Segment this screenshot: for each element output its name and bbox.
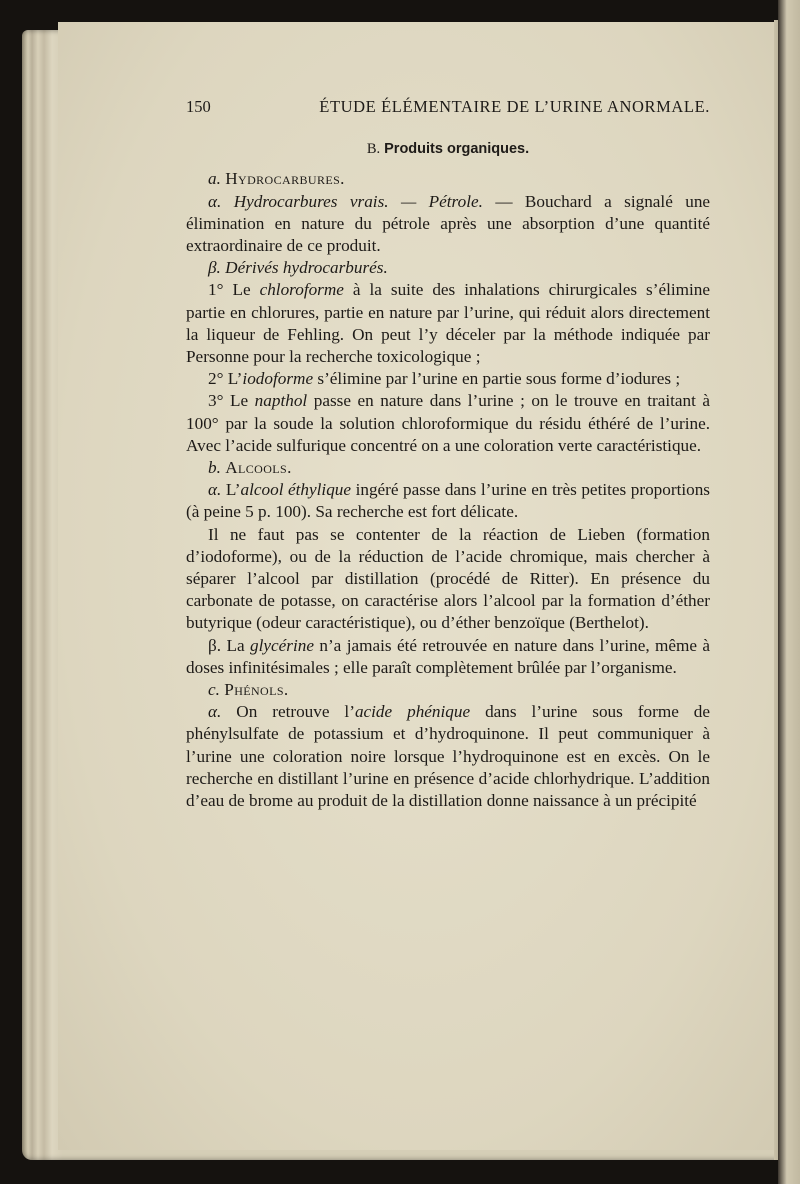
paragraph-chloroforme xyxy=(186,279,710,368)
text: Le xyxy=(232,280,251,300)
page-number: 150 xyxy=(186,97,211,116)
paragraph-hydrocarbures-vrais xyxy=(186,191,710,258)
term: glycérine xyxy=(250,635,314,655)
heading-text: Hydrocarbures. xyxy=(225,169,345,189)
page-text xyxy=(186,96,710,812)
term: iodoforme xyxy=(242,369,314,389)
term: napthol xyxy=(254,391,308,411)
marker: α. xyxy=(208,191,222,211)
marker: α. xyxy=(208,702,222,722)
paragraph-text: — Bouchard a signalé une élimination en nature du pétrole après une absorption d’une quantité extraordinaire de ce produit. xyxy=(186,191,711,256)
heading-text: Phénols. xyxy=(224,680,289,700)
term: Hydrocarbures vrais. xyxy=(233,191,389,211)
text: L’ xyxy=(227,369,243,389)
heading-derives xyxy=(186,257,710,279)
section-title xyxy=(186,138,710,160)
heading-letter: b. xyxy=(208,458,221,478)
heading-letter: c. xyxy=(208,680,220,700)
item-number: 2° xyxy=(208,369,224,389)
text: L’ xyxy=(225,480,241,500)
marker: β. xyxy=(208,258,221,278)
section-letter: B. xyxy=(366,141,381,158)
paragraph-iodoforme xyxy=(186,368,710,390)
paragraph-glycerine xyxy=(186,635,710,679)
heading-phenols xyxy=(186,679,710,701)
term: — Pétrole. xyxy=(400,191,483,211)
marker: β. xyxy=(208,635,222,655)
running-header xyxy=(186,96,710,118)
text: La xyxy=(226,635,245,655)
term: Dérivés hydrocarburés. xyxy=(225,258,388,278)
paragraph-text: s’élimine par l’urine en partie sous forme d’iodures ; xyxy=(317,369,681,389)
paragraph-text: passe en nature dans l’urine ; on le trouve en traitant à 100° par la soude la solution chloroformique du résidu éthéré de l’urine. Avec l’acide sulfurique concentré on a une coloration verte caractéristique. xyxy=(186,391,711,455)
text: On retrouve l’ xyxy=(236,702,355,722)
paragraph-text: à la suite des inhalations chirurgicales s’élimine partie en chlorures, partie en nature par l’urine, qui réduit alors directement la liqueur de Fehling. On peut l’y déceler par la méthode indiquée par Personne pour la recherche toxicologique ; xyxy=(186,280,711,367)
facing-page-edge xyxy=(778,0,800,1184)
term: chloroforme xyxy=(259,280,344,300)
paragraph-alcool-ethylique xyxy=(186,479,710,523)
item-number: 3° xyxy=(208,391,224,411)
heading-alcools xyxy=(186,457,710,479)
marker: α. xyxy=(208,480,222,500)
paragraph-lieben: Il ne faut pas se contenter de la réaction de Lieben (formation d’iodoforme), ou de la réduction de l’acide chromique, mais chercher à séparer l’alcool par distillation (procédé de Ritter). En présence du carbonate de potasse, on caractérise alors l’alcool par la formation d’éther butyrique (odeur caractéristique), ou d’éther benzoïque (Berthelot). xyxy=(186,524,710,633)
text: Le xyxy=(230,391,249,411)
term: alcool éthylique xyxy=(240,480,352,500)
paragraph-napthol xyxy=(186,390,710,457)
running-title: ÉTUDE ÉLÉMENTAIRE DE L’URINE ANORMALE. xyxy=(319,97,710,116)
item-number: 1° xyxy=(208,280,224,300)
heading-hydrocarbures xyxy=(186,168,710,190)
paragraph-text: ingéré passe dans l’urine en très petites proportions (à peine 5 p. 100). Sa recherche est fort délicate. xyxy=(186,480,710,522)
section-title-text: Produits organiques. xyxy=(384,141,530,158)
paragraph-acide-phenique xyxy=(186,701,710,812)
paragraph-text: dans l’urine sous forme de phénylsulfate de potassium et d’hydroquinone. Il peut communiquer à l’urine une coloration noire lorsque l’hydroquinone est en excès. On le recherche en distillant l’urine en présence d’acide chlorhydrique. L’addition d’eau de brome au produit de la distillation donne naissance à un précipité xyxy=(186,702,710,811)
term: acide phénique xyxy=(354,702,471,722)
heading-letter: a. xyxy=(208,169,221,189)
heading-text: Alcools. xyxy=(225,458,292,478)
paragraph-text: n’a jamais été retrouvée en nature dans l’urine, même à doses infinitésimales ; elle paraît complètement brûlée par l’organisme. xyxy=(186,635,711,677)
